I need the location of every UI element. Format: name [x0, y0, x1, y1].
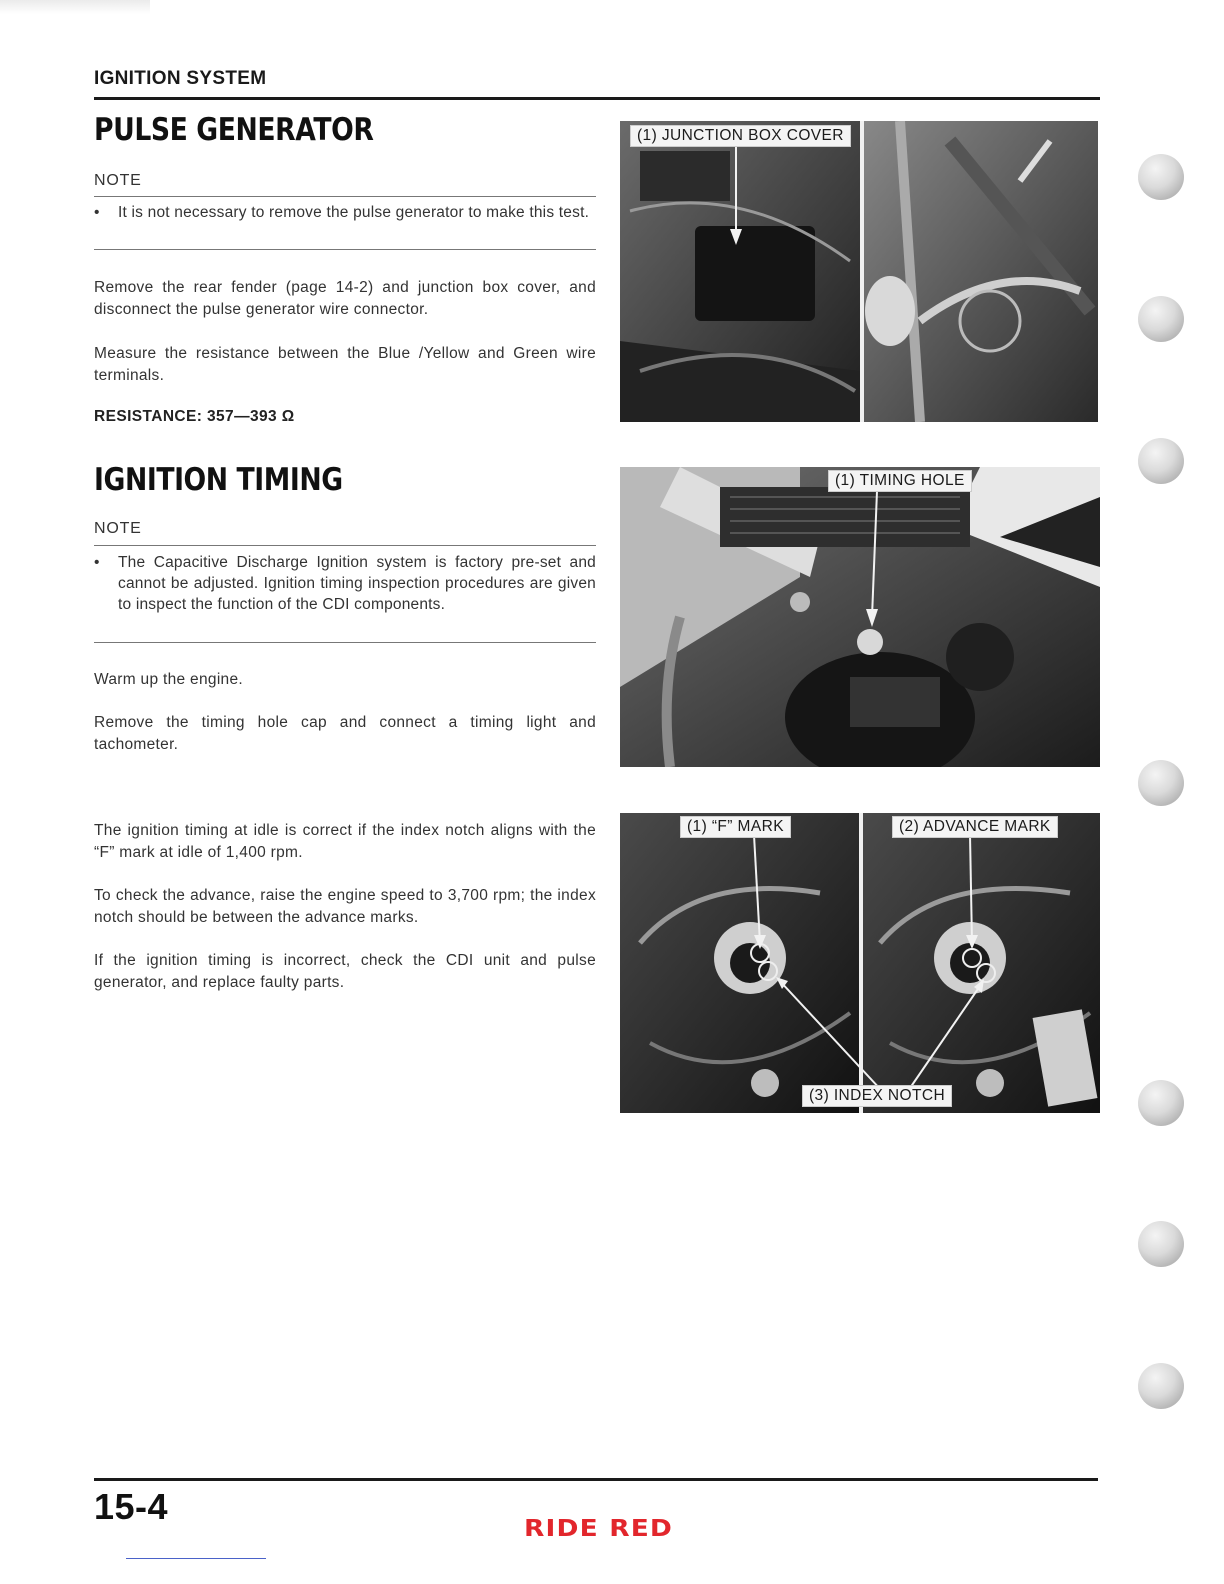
pulse-generator-heading: PULSE GENERATOR: [94, 112, 374, 148]
ignition-timing-heading: IGNITION TIMING: [94, 462, 343, 498]
pulse-paragraph-2: Measure the resistance between the Blue /Yellow and Green wire terminals.: [94, 345, 596, 384]
callout-index-notch: (3) INDEX NOTCH: [802, 1085, 952, 1107]
timing-note-label: NOTE: [94, 520, 142, 537]
binder-hole-icon: [1138, 438, 1184, 484]
timing-paragraph-4: To check the advance, raise the engine speed to 3,700 rpm; the index notch should be between the advance marks.: [94, 887, 596, 926]
pulse-paragraph-1: Remove the rear fender (page 14-2) and junction box cover, and disconnect the pulse generator wire connector.: [94, 279, 596, 318]
timing-note-rule-bottom: [94, 642, 596, 643]
callout-timing-hole: (1) TIMING HOLE: [828, 470, 972, 492]
binder-hole-icon: [1138, 296, 1184, 342]
timing-note-bullet: •: [94, 554, 100, 571]
pulse-note-label: NOTE: [94, 172, 142, 189]
footer-rule: [94, 1478, 1098, 1481]
page-number: 15-4: [94, 1486, 169, 1527]
pulse-note-rule-top: [94, 196, 596, 197]
callout-f-mark: (1) “F” MARK: [680, 816, 791, 838]
timing-note-block: [94, 552, 596, 615]
timing-note-rule-top: [94, 545, 596, 546]
footer-blue-line: [126, 1558, 266, 1559]
header-rule: [94, 97, 1100, 100]
callout-junction-box-cover: (1) JUNCTION BOX COVER: [630, 125, 851, 147]
binder-hole-icon: [1138, 1221, 1184, 1267]
brand-logo: RIDE RED: [524, 1516, 674, 1542]
resistance-spec: RESISTANCE: 357—393 Ω: [94, 408, 295, 425]
callout-advance-mark: (2) ADVANCE MARK: [892, 816, 1058, 838]
pulse-note-block: [94, 202, 596, 223]
figure-junction-box-photo: [620, 121, 1098, 422]
pulse-note-text: It is not necessary to remove the pulse generator to make this test.: [118, 204, 590, 221]
binder-hole-icon: [1138, 760, 1184, 806]
timing-paragraph-2: Remove the timing hole cap and connect a timing light and tachometer.: [94, 714, 596, 753]
figure-timing-marks-photo: [620, 813, 1100, 1113]
scan-edge-shadow: [0, 0, 150, 14]
binder-hole-icon: [1138, 1363, 1184, 1409]
pulse-note-rule-bottom: [94, 249, 596, 250]
binder-hole-icon: [1138, 1080, 1184, 1126]
timing-paragraph-5: If the ignition timing is incorrect, check the CDI unit and pulse generator, and replace faulty parts.: [94, 952, 596, 991]
timing-note-text: The Capacitive Discharge Ignition system is factory pre-set and cannot be adjusted. Ignition timing inspection procedures are given to inspect the function of the CDI components.: [118, 554, 596, 613]
timing-paragraph-1: Warm up the engine.: [94, 671, 244, 688]
binder-hole-icon: [1138, 154, 1184, 200]
timing-paragraph-3: The ignition timing at idle is correct if the index notch aligns with the “F” mark at idle of 1,400 rpm.: [94, 822, 596, 861]
figure-timing-hole-photo: [620, 467, 1100, 767]
pulse-note-bullet: •: [94, 204, 100, 221]
section-header: IGNITION SYSTEM: [94, 68, 267, 89]
